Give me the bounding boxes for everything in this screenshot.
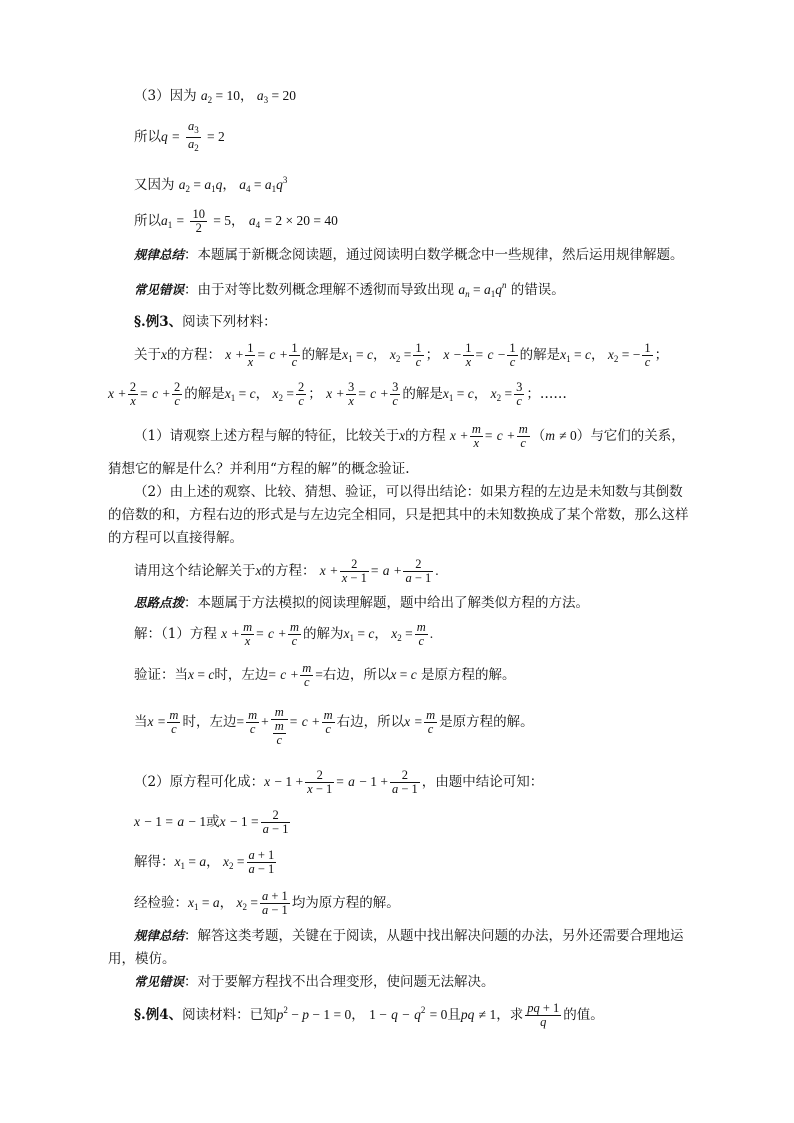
solution-check: 经检验：$x_1 = a$， $x_2$ = $\frac{a + 1}{a - 1}$ 均为原方程的解。 [134, 889, 400, 917]
text: 又因为 [134, 177, 175, 193]
text: 的解是 [301, 347, 343, 363]
summary-tag: 规律总结 [134, 928, 185, 943]
error-tag: 常见错误 [134, 974, 185, 989]
text: 阅读材料：已知 [182, 1007, 277, 1023]
text: 右边，所以 [322, 667, 391, 683]
text: 关于 [134, 347, 161, 363]
text: ； [425, 347, 440, 363]
summary-text: ：本题属于新概念阅读题，通过阅读明白数学概念中一些规律，然后运用规律解题。 [184, 247, 684, 263]
text: 是原方程的解。 [421, 667, 516, 683]
text: 与它们的关系， [590, 428, 685, 444]
summary-2-line-2: 用，模仿。 [108, 951, 176, 967]
line-ratio: 所以q = $\frac{a_3}{a_2}$ = 2 [134, 119, 225, 153]
text: ； [654, 347, 669, 363]
text: 的解是 [184, 386, 225, 402]
text: 的解为 [302, 626, 344, 642]
error-1: 常见错误：由于对等比数列概念理解不透彻而导致出现 $a_n = a_1q^n$ 的错误。 [134, 280, 565, 299]
text: 均为原方程的解。 [291, 895, 400, 911]
fraction: $\frac{a_3}{a_2}$ [187, 119, 199, 153]
text: 的方程： [167, 347, 221, 363]
text: ，由题中结论可知： [421, 774, 544, 790]
text: ，求 [496, 1007, 524, 1023]
example-3-header [134, 313, 277, 331]
question-2-line-3: 的方程可以直接得解。 [108, 530, 243, 546]
summary-tag: 规律总结 [134, 247, 185, 262]
text: 解得： [134, 854, 175, 870]
material-line-1: 关于x的方程： x + $\frac{1}{x}$ = c + $\frac{1}{c}$ 的解是$x_1 = c$， $x_2$ = $\frac{1}{c}$ ； x − $\frac{1}{x}$ = c − $\frac{1}{c}$ 的解是$x_1 = c$， $x_2$ = − $\frac{1}{c}$ ； [134, 341, 669, 369]
text: （2）原方程可化成： [134, 774, 265, 790]
question-3: 请用这个结论解关于x的方程： x + $\frac{2}{x - 1}$ = a + $\frac{2}{a - 1}$ . [134, 557, 439, 585]
text: ； [308, 386, 322, 402]
question-1-line-1: （1）请观察上述方程与解的特征，比较关于x的方程 x + $\frac{m}{x}$ = c + $\frac{m}{c}$ （m ≠ 0）与它们的关系， [134, 422, 685, 450]
material-line-2: x + $\frac{2}{x}$ = c + $\frac{2}{c}$ 的解是$x_1 = c$， $x_2$ = $\frac{2}{c}$ ； x + $\frac{3}{x}$ = c + $\frac{3}{c}$ 的解是$x_1 = c$， $x_2$ = $\frac{3}{c}$ ；…… [108, 380, 567, 408]
text: 且 [447, 1007, 461, 1023]
text: 的解是 [519, 347, 561, 363]
verify-2: 当x = $\frac{m}{c}$ 时，左边= $\frac{m}{c}$ + $\frac{m}{\frac{m}{c}}$ = c + $\frac{m}{c}$ 右边，所以x = $\frac{m}{c}$ 是原方程的解。 [134, 704, 534, 747]
error-text: ：对于要解方程找不出合理变形，使问题无法解决。 [184, 974, 495, 990]
line-relations: 又因为 $a_2 = a_1q$， $a_4 = a_1q^3$ [134, 175, 288, 194]
text: 解：（1）方程 [134, 626, 217, 642]
hint-tag: 思路点拨 [134, 595, 185, 610]
error-2 [134, 973, 495, 991]
text: 请用这个结论解关于 [134, 563, 256, 579]
text: 时，左边 [214, 667, 269, 683]
text: 验证：当 [134, 667, 188, 683]
question-2-line-2: 的倍数的和，方程右边的形式是与左边完全相同，只是把其中的未知数换成了某个常数，那么这样 [108, 507, 689, 523]
text: 是原方程的解。 [439, 714, 534, 730]
example-4: §.例4、阅读材料：已知$p^2 - p - 1 = 0$， $1 - q - q^2 = 0$且pq ≠ 1，求 $\frac{pq + 1}{q}$ 的值。 [134, 1001, 604, 1029]
formula: $a_2 = 10$， $a_3 = 20$ [200, 88, 297, 105]
example-title: §.例4、 [134, 1007, 183, 1023]
solution-1: 解：（1）方程 x + $\frac{m}{x}$ = c + $\frac{m}{c}$ 的解为$x_1 = c$， $x_2$ = $\frac{m}{c}$ . [134, 620, 434, 648]
summary-text: ：解答这类考题，关键在于阅读，从题中找出解决问题的办法，另外还需要合理地运 [184, 928, 684, 944]
error-tag: 常见错误 [134, 282, 185, 297]
solution-roots: 解得：$x_1 = a$， $x_2$ = $\frac{a + 1}{a - 1}$ [134, 848, 275, 876]
error-text-end: 的错误。 [510, 282, 565, 298]
example-title: §.例3、 [134, 314, 183, 330]
text: 的值。 [563, 1007, 604, 1023]
solution-2: （2）原方程可化成：x − 1 + $\frac{2}{x - 1}$ = a − 1 + $\frac{2}{a - 1}$ ，由题中结论可知： [134, 768, 544, 796]
text: …… [539, 386, 567, 402]
text: （1）请观察上述方程与解的特征，比较关于 [134, 428, 400, 444]
line-3-given [134, 87, 296, 109]
text: 所以 [134, 129, 161, 145]
question-1-line-2: 猜想它的解是什么？并利用“方程的解”的概念验证. [108, 461, 410, 477]
solution-cases: x − 1 = a − 1或x − 1 = $\frac{2}{a - 1}$ [134, 808, 289, 836]
text: 右边，所以 [336, 714, 405, 730]
verify-1: 验证：当x = c时，左边= c + $\frac{m}{c}$ =右边，所以x = c 是原方程的解。 [134, 661, 516, 689]
text: 当 [134, 714, 148, 730]
summary-2-line-1 [134, 927, 684, 945]
text: （3）因为 [134, 88, 197, 104]
hint [134, 594, 589, 612]
question-2-line-1: （2）由上述的观察、比较、猜想、验证，可以得出结论：如果方程的左边是未知数与其倒数 [134, 484, 683, 500]
example-intro: 阅读下列材料： [182, 314, 277, 330]
summary-1 [134, 246, 684, 264]
text: 的方程 [405, 428, 446, 444]
text: ； [526, 386, 540, 402]
error-text: ：由于对等比数列概念理解不透彻而导致出现 [184, 282, 455, 298]
text: 或 [206, 814, 220, 830]
hint-text: ：本题属于方法模拟的阅读理解题，题中给出了解类似方程的方法。 [184, 595, 590, 611]
text: 的解是 [402, 386, 443, 402]
line-result: 所以$a_1$ = $\frac{10}{2}$ = 5， $a_4 = 2 \times 20 = 40$ [134, 207, 338, 235]
text: 时，左边 [182, 714, 237, 730]
text: 的方程： [261, 563, 316, 579]
text: 所以 [134, 213, 161, 229]
text: 经检验： [134, 895, 188, 911]
